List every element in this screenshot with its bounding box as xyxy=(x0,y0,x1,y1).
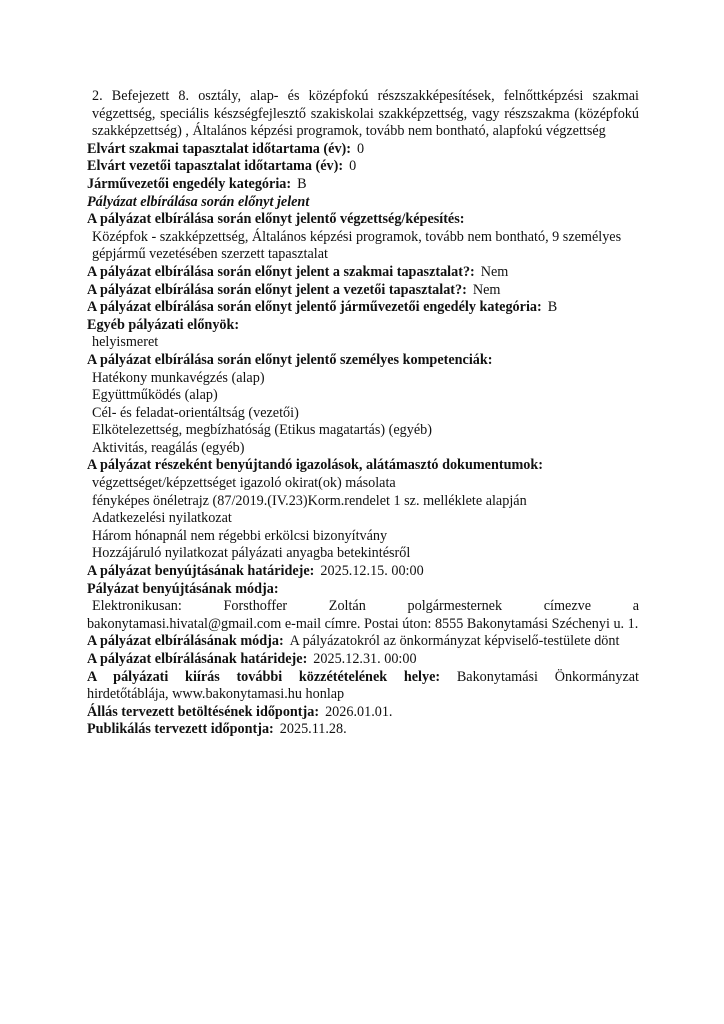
advantage-management-experience xyxy=(87,282,639,300)
submission-method-value-rest: bakonytamasi.hivatal@gmail.com e-mail címre. Postai úton: 8555 Bakonytamási Széchenyi u. 1. xyxy=(87,615,639,632)
advantage-section-title: Pályázat elbírálása során előnyt jelent xyxy=(87,193,310,210)
publication-place xyxy=(87,669,639,687)
list-item: Együttműködés (alap) xyxy=(92,387,218,404)
advantage-professional-experience xyxy=(87,264,639,282)
field-value: A pályázatokról az önkormányzat képviselő-testülete dönt xyxy=(289,633,620,650)
field-value: B xyxy=(297,175,307,192)
list-item: Adatkezelési nyilatkozat xyxy=(92,510,232,527)
driving-license-category xyxy=(87,176,639,194)
advantage-education-value: Középfok - szakképzettség, Általános képzési programok, tovább nem bontható, 9 személyes gépjármű vezetésében szerzett tapasztalat xyxy=(92,228,622,263)
field-label: A pályázat elbírálása során előnyt jelentő járművezetői engedély kategória: xyxy=(87,299,542,316)
evaluation-method xyxy=(87,633,639,651)
field-label: A pályázat elbírálásának határideje: xyxy=(87,651,308,667)
field-label: A pályázat elbírálásának módja: xyxy=(87,633,284,650)
field-value: 2025.12.15. 00:00 xyxy=(320,563,424,580)
submission-method-label: Pályázat benyújtásának módja: xyxy=(87,580,279,597)
expected-management-experience xyxy=(87,158,639,176)
submission-method-value-line1: Elektronikusan: Forsthoffer Zoltán polgármesternek címezve a xyxy=(92,598,639,615)
planned-start-date xyxy=(87,704,639,722)
document-page xyxy=(87,88,639,739)
field-value: Nem xyxy=(472,281,501,298)
list-item: Aktivitás, reagálás (egyéb) xyxy=(92,439,245,456)
field-label: A pályázati kiírás további közzétételének helye: xyxy=(87,668,441,685)
expected-professional-experience xyxy=(87,141,639,159)
field-label: Elvárt vezetői tapasztalat időtartama (év): xyxy=(87,158,344,175)
field-label: A pályázat benyújtásának határideje: xyxy=(87,563,315,580)
list-item: Hozzájáruló nyilatkozat pályázati anyagba betekintésről xyxy=(92,545,411,562)
publication-place-rest: hirdetőtáblája, www.bakonytamasi.hu honlap xyxy=(87,686,345,703)
field-value: 2025.12.31. 00:00 xyxy=(313,651,417,667)
list-item: Hatékony munkavégzés (alap) xyxy=(92,369,265,386)
other-advantages-label: Egyéb pályázati előnyök: xyxy=(87,316,240,333)
field-value: Nem xyxy=(480,263,509,280)
list-item: helyismeret xyxy=(92,334,159,351)
list-item: végzettséget/képzettséget igazoló okirat(ok) másolata xyxy=(92,475,396,492)
field-value: 0 xyxy=(349,158,357,175)
field-label: Elvárt szakmai tapasztalat időtartama (év): xyxy=(87,140,351,157)
field-value: B xyxy=(547,299,558,316)
field-value: 2026.01.01. xyxy=(325,703,393,720)
field-value: 2025.11.28. xyxy=(279,721,347,738)
field-label: Járművezetői engedély kategória: xyxy=(87,175,292,192)
advantage-driving-license xyxy=(87,299,639,317)
required-documents-label: A pályázat részeként benyújtandó igazolások, alátámasztó dokumentumok: xyxy=(87,457,543,474)
planned-publication-date xyxy=(87,721,639,739)
field-value: 0 xyxy=(357,140,365,157)
field-label: A pályázat elbírálása során előnyt jelent a szakmai tapasztalat?: xyxy=(87,263,475,280)
field-label: Állás tervezett betöltésének időpontja: xyxy=(87,703,320,720)
field-label: A pályázat elbírálása során előnyt jelent a vezetői tapasztalat?: xyxy=(87,281,467,298)
intro-paragraph: 2. Befejezett 8. osztály, alap- és középfokú részszakképesítések, felnőttképzési szakmai végzettség, speciális készségfejlesztő szakiskolai szakképzettség, vagy részszakma (középfokú szakképzettség) , Általános képzési programok, tovább nem bontható, alapfokú végzettség xyxy=(92,88,639,140)
field-label: Publikálás tervezett időpontja: xyxy=(87,721,274,738)
advantage-education-label: A pályázat elbírálása során előnyt jelentő végzettség/képesítés: xyxy=(87,211,465,228)
competencies-label: A pályázat elbírálása során előnyt jelentő személyes kompetenciák: xyxy=(87,351,493,368)
evaluation-deadline xyxy=(87,651,639,669)
field-value: Bakonytamási Önkormányzat xyxy=(456,668,640,685)
list-item: Cél- és feladat-orientáltság (vezetői) xyxy=(92,404,299,421)
list-item: Elkötelezettség, megbízhatóság (Etikus magatartás) (egyéb) xyxy=(92,422,432,439)
list-item: Három hónapnál nem régebbi erkölcsi bizonyítvány xyxy=(92,527,388,544)
list-item: fényképes önéletrajz (87/2019.(IV.23)Korm.rendelet 1 sz. melléklete alapján xyxy=(92,492,527,509)
submission-deadline xyxy=(87,563,639,581)
